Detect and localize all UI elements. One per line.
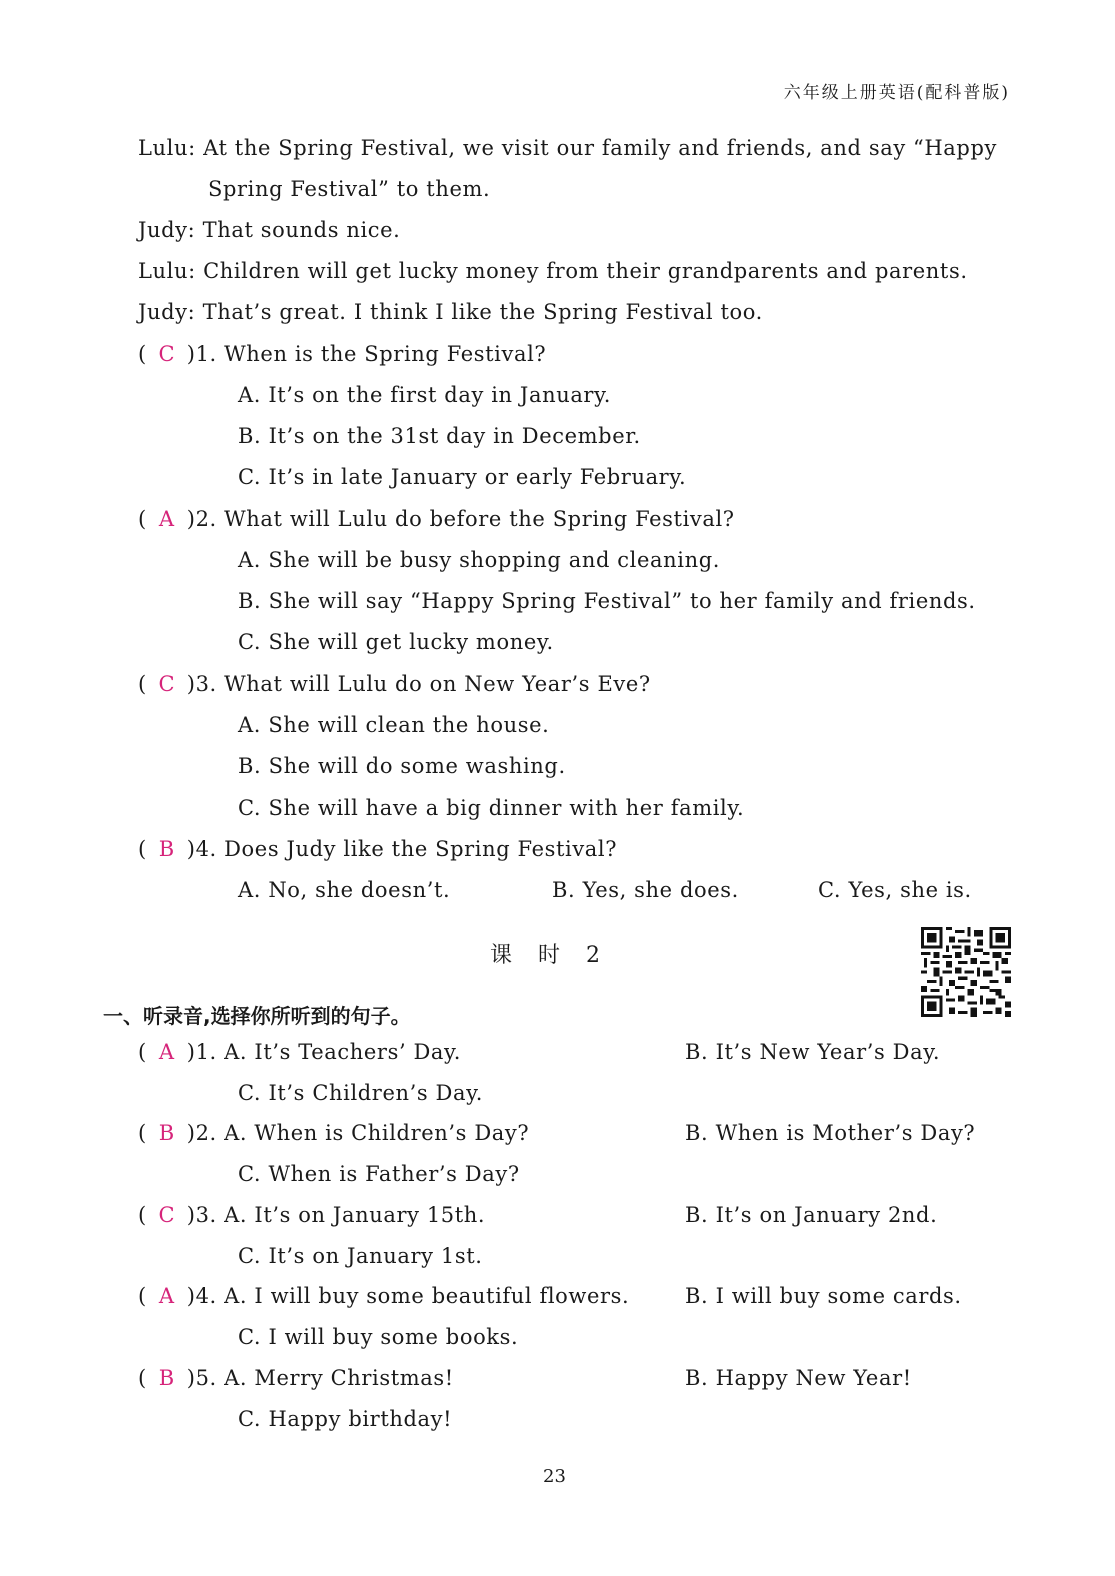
dialogue-line-2 xyxy=(138,218,400,242)
option: A. She will be busy shopping and cleaning. xyxy=(238,548,721,572)
paren-open: ( xyxy=(138,837,147,861)
paren-open: ( xyxy=(138,1203,147,1227)
option: A. It’s on the first day in January. xyxy=(238,383,612,407)
paren-open: ( xyxy=(138,1366,147,1390)
listening-question-4 xyxy=(138,1284,629,1308)
page-number: 23 xyxy=(543,1466,566,1487)
dialogue-line-1 xyxy=(138,136,997,160)
question-text: What will Lulu do on New Year’s Eve? xyxy=(224,672,651,696)
speaker: Judy: xyxy=(138,300,196,324)
listening-question-3 xyxy=(138,1203,485,1227)
dialogue-line-3 xyxy=(138,259,968,283)
option: C. Yes, she is. xyxy=(818,878,972,902)
option: C. She will have a big dinner with her family. xyxy=(238,796,745,820)
option-a: A. Merry Christmas! xyxy=(224,1366,454,1390)
option-b: B. Happy New Year! xyxy=(685,1366,912,1390)
question-number: )1. xyxy=(186,342,217,366)
reading-question-1 xyxy=(138,342,546,366)
answer-mark: A xyxy=(158,1040,175,1064)
answer-mark: B xyxy=(158,1366,175,1390)
page-header: 六年级上册英语(配科普版) xyxy=(783,83,1010,103)
dialogue-line-1-cont: Spring Festival” to them. xyxy=(208,177,491,201)
question-text: What will Lulu do before the Spring Festival? xyxy=(224,507,735,531)
paren-open: ( xyxy=(138,1121,147,1145)
speaker: Lulu: xyxy=(138,259,196,283)
answer-mark: B xyxy=(158,837,175,861)
paren-open: ( xyxy=(138,507,147,531)
section-title: 一、听录音,选择你所听到的句子。 xyxy=(103,1004,411,1028)
option: B. It’s on the 31st day in December. xyxy=(238,424,641,448)
option-b: B. It’s on January 2nd. xyxy=(685,1203,938,1227)
answer-mark: A xyxy=(158,507,175,531)
option-c: C. Happy birthday! xyxy=(238,1407,453,1431)
option-a: A. I will buy some beautiful flowers. xyxy=(224,1284,630,1308)
dialogue-text: Children will get lucky money from their grandparents and parents. xyxy=(203,259,968,283)
paren-open: ( xyxy=(138,342,147,366)
paren-open: ( xyxy=(138,1284,147,1308)
option-c: C. It’s on January 1st. xyxy=(238,1244,483,1268)
question-number: )4. xyxy=(186,837,217,861)
dialogue-line-4 xyxy=(138,300,763,324)
option-c: C. I will buy some books. xyxy=(238,1325,519,1349)
option: A. No, she doesn’t. xyxy=(238,878,451,902)
listening-question-5 xyxy=(138,1366,454,1390)
answer-mark: A xyxy=(158,1284,175,1308)
option-a: A. It’s Teachers’ Day. xyxy=(224,1040,461,1064)
lesson-title: 课时2 xyxy=(490,943,626,968)
question-number: )2. xyxy=(186,507,217,531)
reading-question-2 xyxy=(138,507,735,531)
question-number: )1. xyxy=(186,1040,217,1064)
qr-code-icon[interactable] xyxy=(921,927,1011,1017)
question-number: )2. xyxy=(186,1121,217,1145)
option: A. She will clean the house. xyxy=(238,713,550,737)
question-number: )3. xyxy=(186,1203,217,1227)
option-a: A. It’s on January 15th. xyxy=(224,1203,486,1227)
question-number: )4. xyxy=(186,1284,217,1308)
option-a: A. When is Children’s Day? xyxy=(224,1121,530,1145)
question-text: Does Judy like the Spring Festival? xyxy=(224,837,618,861)
dialogue-text: That sounds nice. xyxy=(202,218,401,242)
question-text: When is the Spring Festival? xyxy=(224,342,547,366)
paren-open: ( xyxy=(138,672,147,696)
option-c: C. It’s Children’s Day. xyxy=(238,1081,484,1105)
option: C. She will get lucky money. xyxy=(238,630,554,654)
option: C. It’s in late January or early February. xyxy=(238,465,687,489)
speaker: Lulu: xyxy=(138,136,196,160)
answer-mark: C xyxy=(158,342,176,366)
reading-question-3 xyxy=(138,672,651,696)
option-c: C. When is Father’s Day? xyxy=(238,1162,520,1186)
option: B. Yes, she does. xyxy=(552,878,739,902)
option: B. She will do some washing. xyxy=(238,754,566,778)
option-b: B. When is Mother’s Day? xyxy=(685,1121,976,1145)
question-number: )5. xyxy=(186,1366,217,1390)
listening-question-2 xyxy=(138,1121,529,1145)
option: B. She will say “Happy Spring Festival” to her family and friends. xyxy=(238,589,976,613)
speaker: Judy: xyxy=(138,218,196,242)
dialogue-text: At the Spring Festival, we visit our family and friends, and say “Happy xyxy=(203,136,997,160)
paren-open: ( xyxy=(138,1040,147,1064)
answer-mark: B xyxy=(158,1121,175,1145)
listening-question-1 xyxy=(138,1040,461,1064)
dialogue-text: That’s great. I think I like the Spring Festival too. xyxy=(202,300,763,324)
answer-mark: C xyxy=(158,1203,176,1227)
option-b: B. It’s New Year’s Day. xyxy=(685,1040,941,1064)
question-number: )3. xyxy=(186,672,217,696)
reading-question-4 xyxy=(138,837,617,861)
answer-mark: C xyxy=(158,672,176,696)
option-b: B. I will buy some cards. xyxy=(685,1284,962,1308)
